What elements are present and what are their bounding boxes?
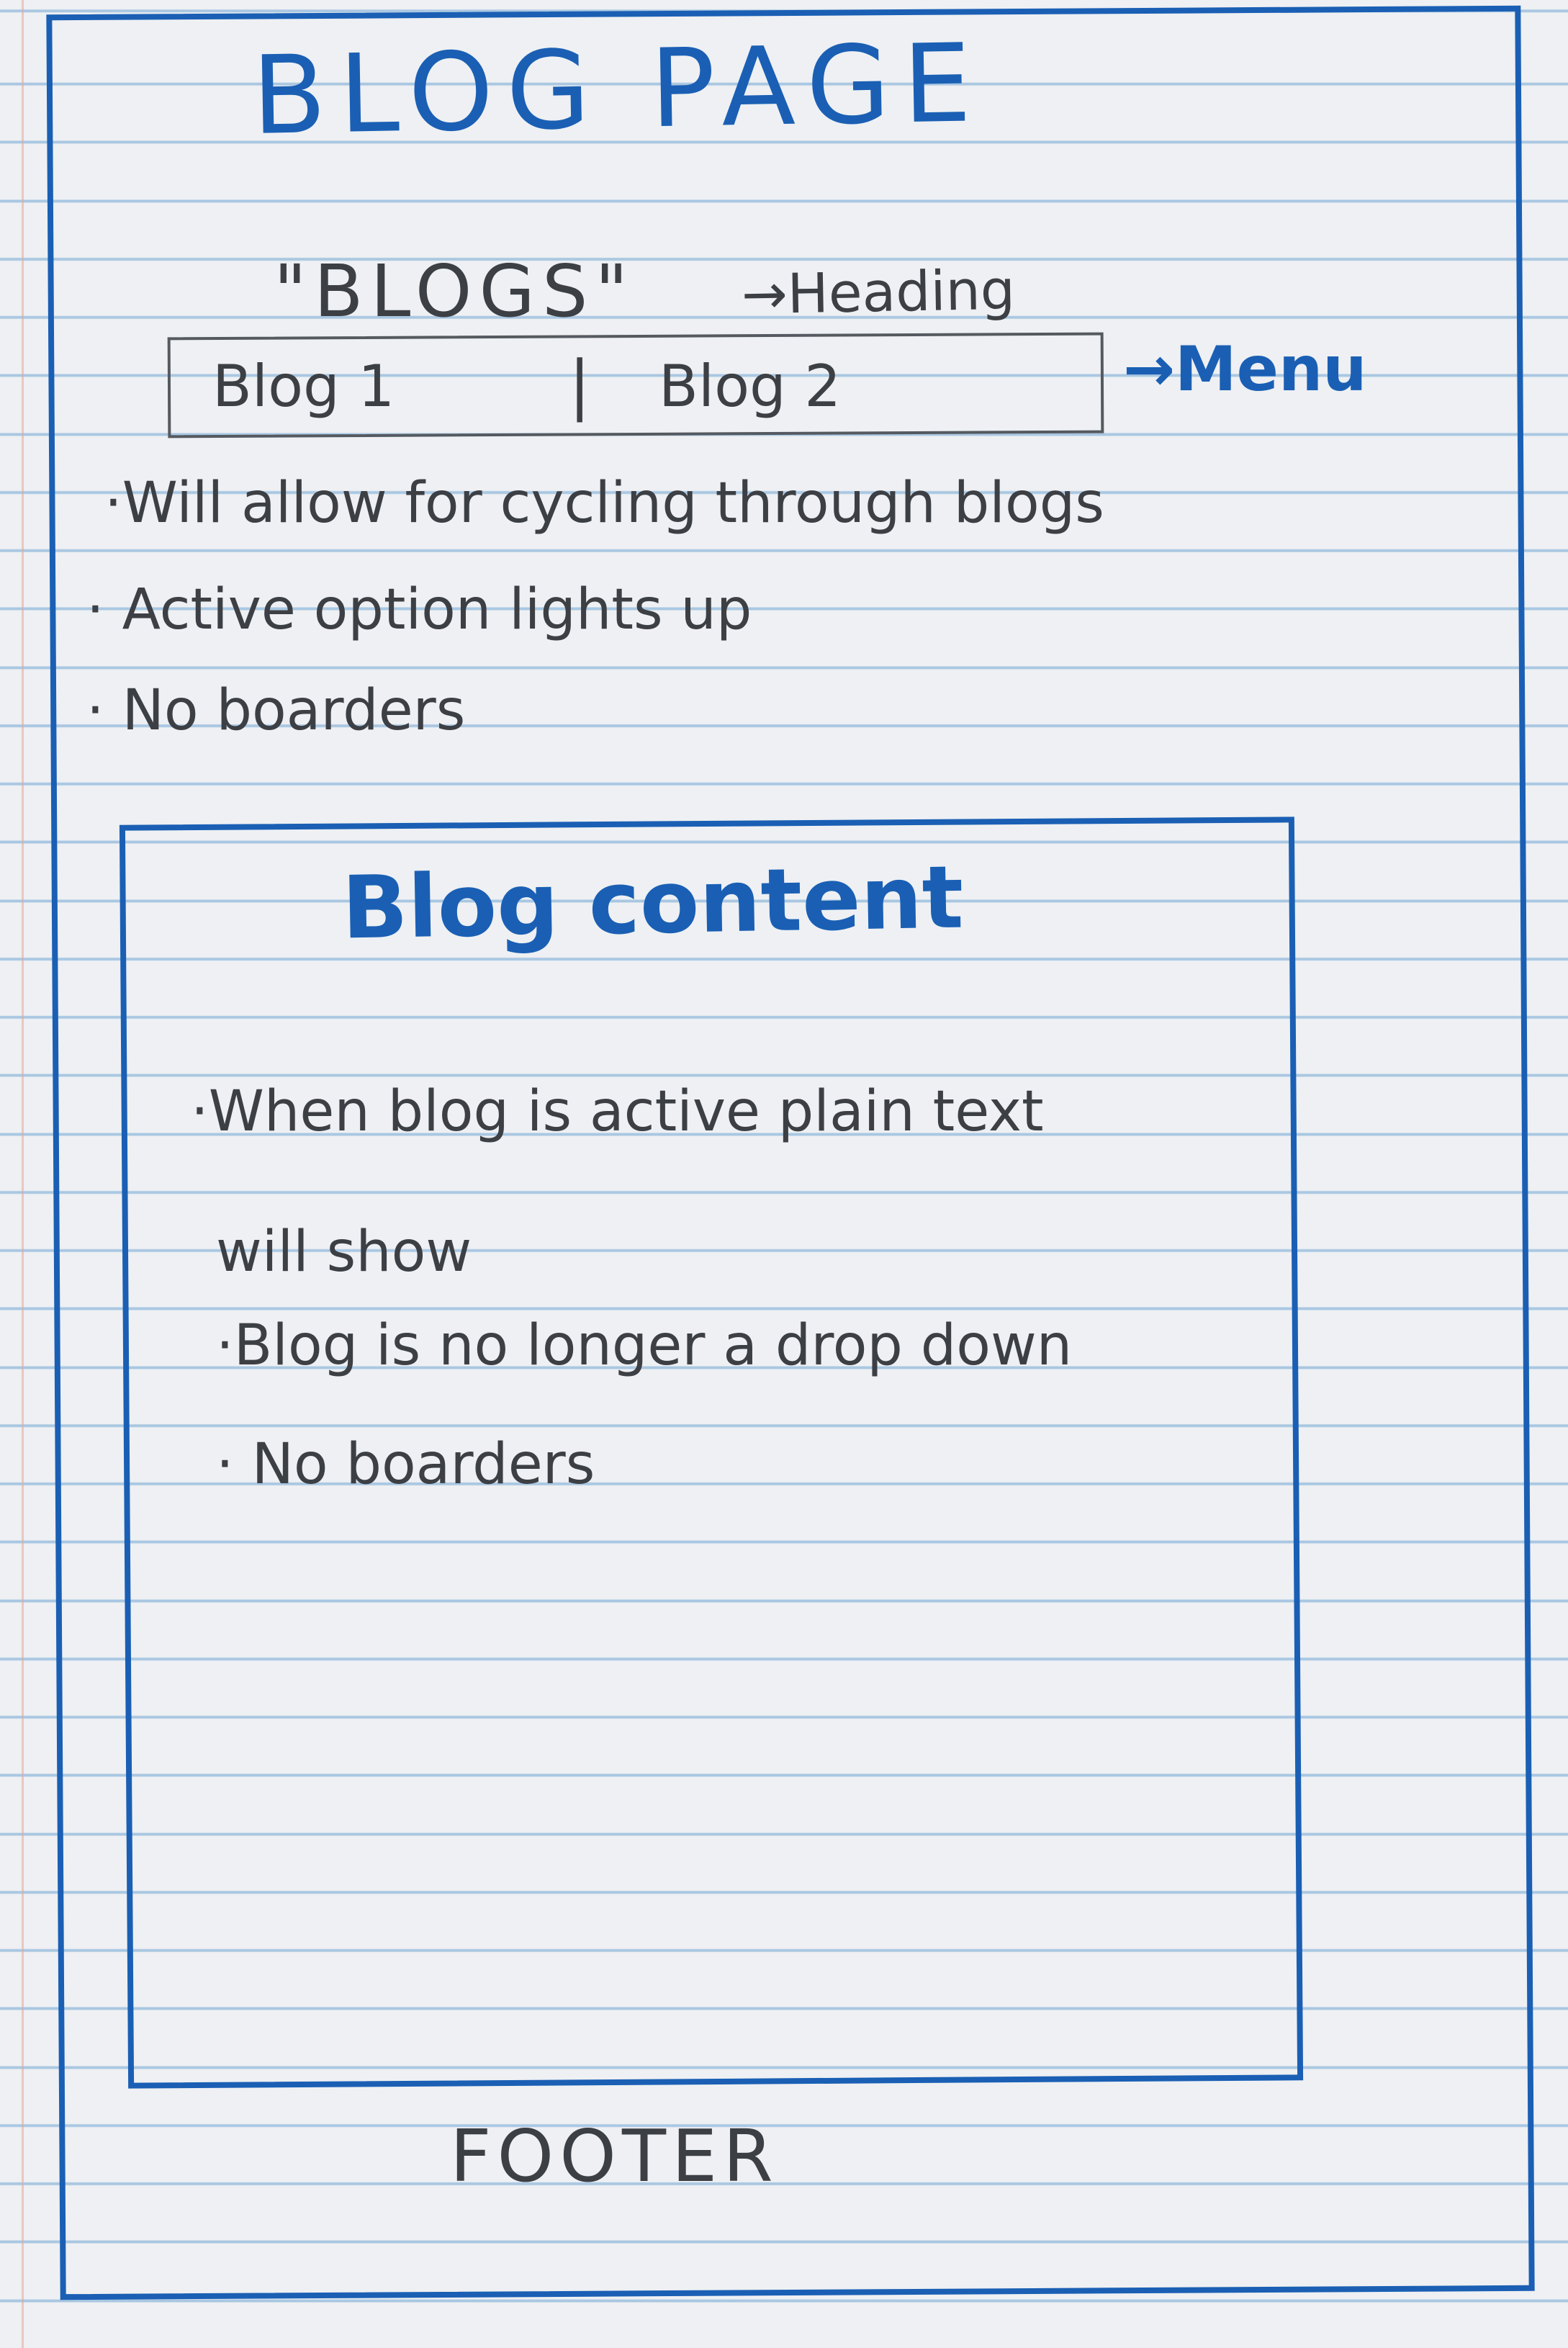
- content-note-no-dropdown: ·Blog is no longer a drop down: [216, 1313, 1073, 1378]
- heading-annotation: →Heading: [741, 257, 1016, 327]
- menu-annotation: →Menu: [1123, 333, 1367, 405]
- paper-margin-line: [22, 0, 24, 2348]
- footer-label: FOOTER: [450, 2114, 779, 2198]
- blogs-heading: "BLOGS": [274, 249, 636, 333]
- blog-content-title: Blog content: [341, 847, 965, 959]
- content-note-plain-text: ·When blog is active plain text: [191, 1079, 1044, 1144]
- menu-divider: |: [569, 347, 591, 423]
- menu-item-blog-2[interactable]: Blog 2: [659, 353, 842, 420]
- menu-note-cycling: ·Will allow for cycling through blogs: [104, 471, 1104, 536]
- content-note-plain-text-cont: will show: [216, 1220, 472, 1285]
- content-note-no-borders: · No boarders: [216, 1432, 595, 1497]
- menu-item-blog-1[interactable]: Blog 1: [212, 353, 395, 420]
- page-title: BLOG PAGE: [251, 21, 986, 159]
- menu-note-no-borders: · No boarders: [86, 678, 466, 743]
- menu-note-active-option: · Active option lights up: [86, 577, 752, 642]
